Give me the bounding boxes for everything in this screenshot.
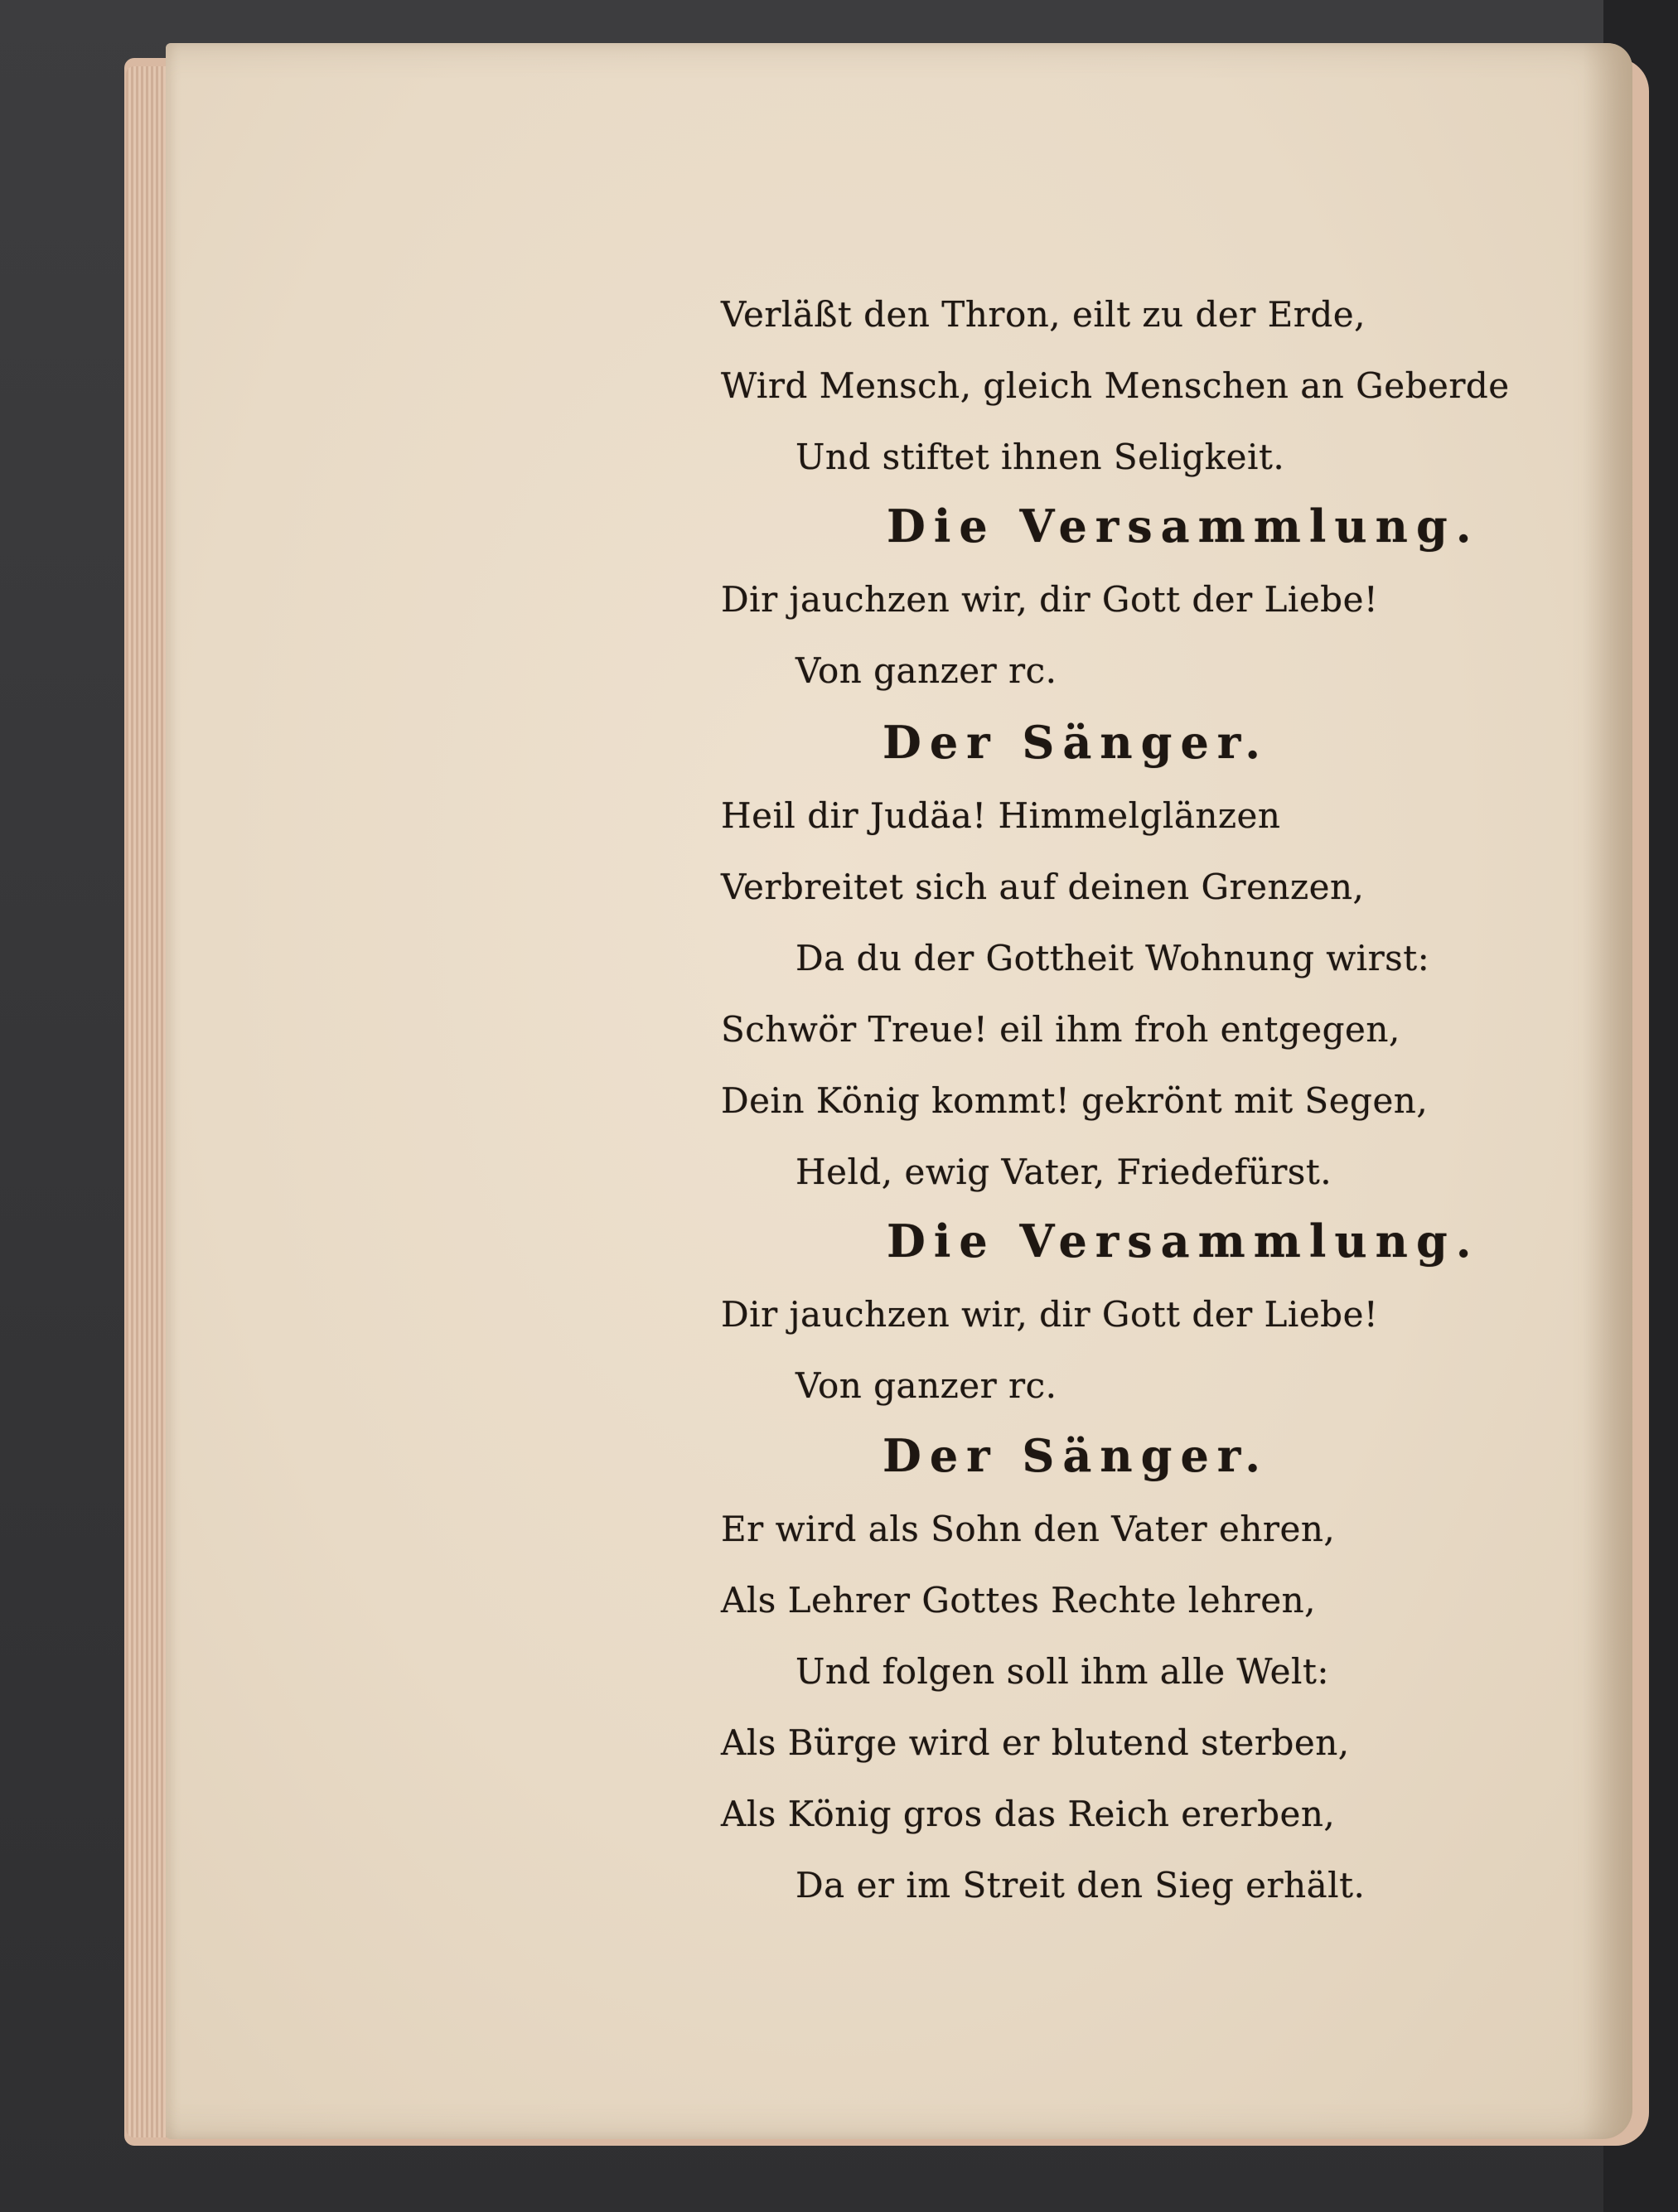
poem-line: Da er im Streit den Sieg erhält.	[795, 1865, 1366, 1905]
poem-line: Held, ewig Vater, Friedefürst.	[795, 1152, 1332, 1192]
poem-line: Schwör Treue! eil ihm froh entgegen,	[721, 1009, 1400, 1050]
poem-line: Von ganzer rc.	[795, 650, 1057, 691]
poem-line: Und stiftet ihnen Seligkeit.	[795, 437, 1285, 477]
poem-line: Wird Mensch, gleich Menschen an Geberde	[721, 365, 1510, 406]
poem-line: Als König gros das Reich ererben,	[721, 1794, 1336, 1834]
poem-line: Heil dir Judäa! Himmelglänzen	[721, 795, 1281, 836]
poem-line: Da du der Gottheit Wohnung wirst:	[795, 938, 1430, 978]
poem-line: Verläßt den Thron, eilt zu der Erde,	[721, 294, 1366, 335]
poem-line: Und folgen soll ihm alle Welt:	[795, 1651, 1329, 1692]
poem-line: Dir jauchzen wir, dir Gott der Liebe!	[721, 1294, 1379, 1335]
poem-line: Als Bürge wird er blutend sterben,	[721, 1722, 1350, 1763]
poem-line: Verbreitet sich auf deinen Grenzen,	[721, 867, 1365, 907]
poem-line: Er wird als Sohn den Vater ehren,	[721, 1509, 1336, 1549]
section-heading: Die Versammlung.	[887, 500, 1480, 553]
section-heading: Der Sänger.	[883, 1429, 1269, 1482]
book-page	[166, 43, 1632, 2139]
section-heading: Die Versammlung.	[887, 1215, 1480, 1268]
section-heading: Der Sänger.	[883, 716, 1269, 769]
poem-line: Dein König kommt! gekrönt mit Segen,	[721, 1080, 1429, 1121]
poem-line: Dir jauchzen wir, dir Gott der Liebe!	[721, 579, 1379, 620]
poem-line: Als Lehrer Gottes Rechte lehren,	[721, 1580, 1316, 1620]
page-curl-shadow	[1583, 43, 1632, 2139]
poem-line: Von ganzer rc.	[795, 1365, 1057, 1406]
